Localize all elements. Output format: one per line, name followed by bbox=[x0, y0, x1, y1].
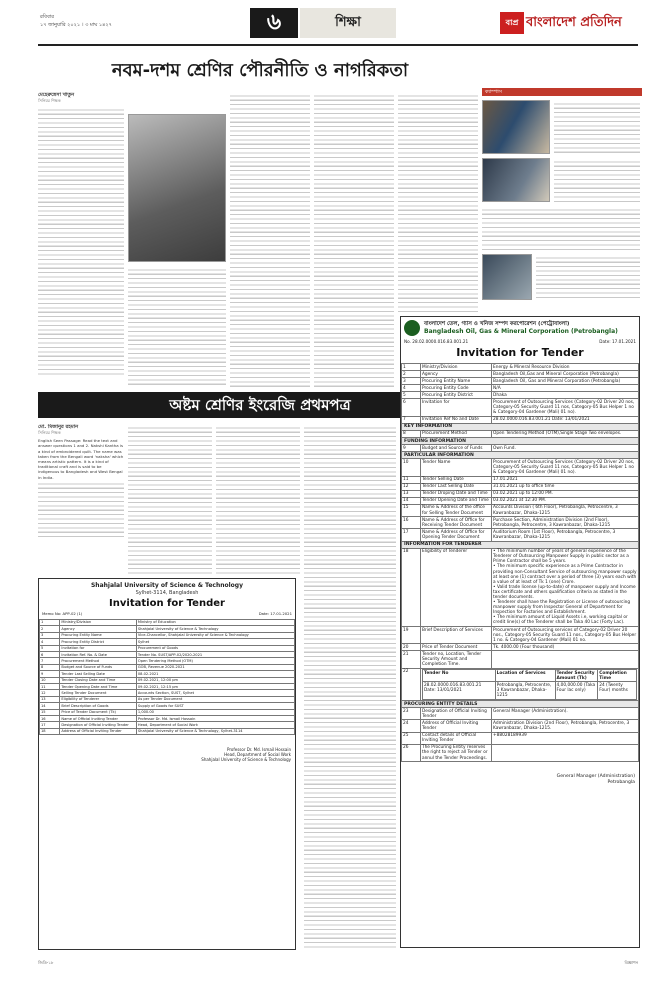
english-author: মো. মিজানুর রহমান bbox=[38, 424, 79, 430]
sust-table-row-cell-1: Price of Tender Document (Tk) bbox=[60, 709, 137, 715]
sust-university-name: Shahjalal University of Science & Technology bbox=[90, 582, 243, 589]
petrobangla-ref-row bbox=[401, 339, 639, 344]
petro-eligibility-item: • Tenderer shall have the Registration or License of outsourcing manpower supply from Inspector General of Department for Inspection for Factories and Establishment. bbox=[493, 600, 631, 616]
sust-table-row-cell-1: Invitation for bbox=[60, 645, 137, 651]
article-author: মেহেরুন্নেসা খাতুন bbox=[38, 92, 75, 98]
petro-table-row-cell-2: Open Tendering Method (OTM),Single Stage Two envelopes. bbox=[492, 430, 639, 437]
sust-table-row-cell-2: Procurement of Goods bbox=[136, 645, 294, 651]
day-label: রবিবার bbox=[40, 14, 54, 20]
petro-table-row bbox=[402, 392, 639, 399]
petro-eligibility-label: Eligibility of Tenderer bbox=[420, 548, 491, 626]
petro-particular-bar bbox=[402, 452, 639, 459]
petro-table-row-cell-2: 03.02.2021 up to 12:00 PM. bbox=[492, 490, 639, 497]
sust-table-row-cell-1: Budget and Source of Funds bbox=[60, 664, 137, 670]
petro-table-row-cell-0: 7 bbox=[402, 416, 421, 423]
petro-funding-bar bbox=[402, 438, 639, 445]
petro-table-row-cell-1: Procuring Entity Code bbox=[420, 385, 491, 392]
header-rule bbox=[38, 44, 638, 46]
petrobangla-tender-table bbox=[401, 363, 639, 762]
petro-table-row bbox=[402, 708, 639, 720]
petro-completion-table bbox=[422, 669, 637, 699]
petro-completion-value-row bbox=[422, 682, 636, 699]
sust-table-row-cell-0: 8 bbox=[40, 664, 60, 670]
petro-completion-header: Tender Security Amount (Tk) bbox=[555, 670, 598, 682]
sust-address: Sylhet-3114, Bangladesh bbox=[135, 589, 199, 596]
petro-eligibility-item: • The minimum specific experience as a Prime Contractor in providing non-Consultant Service of outsourcing manpower supply at least one (1) contract over a period of three (3) years each with a value of at least of Tk 1 (one) Crore. bbox=[493, 564, 637, 585]
campus-caption-3 bbox=[536, 254, 640, 300]
sust-signer-name: Professor Dr. Md. Ismail Hossain bbox=[226, 747, 291, 753]
petro-table-row-cell-2 bbox=[492, 651, 639, 668]
petro-table-row-cell-1: Tender Name bbox=[420, 459, 491, 476]
sust-table-row-cell-2: 09.02.2021, 12:00 pm bbox=[136, 677, 294, 683]
campus-photo-3 bbox=[482, 254, 532, 300]
sust-table-row-cell-0: 14 bbox=[40, 703, 60, 709]
petro-procuring-bar bbox=[402, 701, 639, 708]
english-column-3 bbox=[216, 424, 300, 574]
article-column-4 bbox=[314, 92, 394, 388]
english-column-2 bbox=[128, 424, 212, 574]
page-footer bbox=[38, 960, 638, 965]
petro-table-row-cell-0: 1 bbox=[402, 364, 421, 371]
petro-table-row-cell-1: Contact details of Official Inviting Tender bbox=[420, 732, 491, 744]
sust-tender-table bbox=[39, 619, 295, 735]
petro-eligibility-item: • The minimum number of years of general experience of the Tenderer of Outsourcing Manpower Supply in public sector as a Prime Contractor shall be 5 years. bbox=[493, 549, 629, 565]
petro-table-row bbox=[402, 497, 639, 504]
sust-table-row-cell-0: 17 bbox=[40, 722, 60, 728]
petro-table-row-cell-2: Own Fund. bbox=[492, 445, 639, 452]
english-body-text bbox=[38, 480, 124, 540]
petro-table-row bbox=[402, 744, 639, 761]
petro-table-row bbox=[402, 430, 639, 437]
petro-particular-bar-label: PARTICULAR INFORMATION bbox=[402, 452, 639, 459]
petro-table-row bbox=[402, 378, 639, 385]
sust-signer-org: Shahjalal University of Science & Technology bbox=[201, 757, 291, 763]
sust-table-row-cell-0: 3 bbox=[40, 632, 60, 638]
petro-completion-header-row bbox=[422, 670, 636, 682]
date-label: ১৭ জানুয়ারি ২০২১ । ৩ মাঘ ১৪২৭ bbox=[40, 22, 112, 29]
petro-table-row-cell-0: 16 bbox=[402, 517, 421, 529]
petro-completion-header: Completion Time bbox=[598, 670, 637, 682]
petro-table-row bbox=[402, 371, 639, 378]
sust-table-row-cell-1: Ministry/Division bbox=[60, 619, 137, 625]
petrobangla-signer-role: General Manager (Administration) bbox=[556, 774, 635, 780]
petro-completion-value: Petrobangla, Petrocentre, 3 Kawranbazar, Dhaka-1215 bbox=[495, 682, 555, 699]
sust-table-row-cell-0: 10 bbox=[40, 677, 60, 683]
petrobangla-signature bbox=[401, 762, 639, 787]
english-intro: English Seen Passage: Read the text and answer questions 1 and 2. Nakshi Kantha is a kind of embroidered quilt. The name was taken from the Bengali word 'naksha' which means artistic pattern. It is a kind of traditional craft and is said to be indigenous to Bangladesh and West Bengal in India. bbox=[38, 438, 124, 480]
campus-news-text bbox=[482, 206, 640, 250]
petro-table-row-cell-1: The Procuring Entity reserves the right to reject all Tender or annul the Tender Proceedings. bbox=[420, 744, 491, 761]
footer-right: বিজ্ঞাপন bbox=[624, 960, 638, 965]
petro-table-row bbox=[402, 644, 639, 651]
sust-table-row-cell-2: 09.02.2021, 12:15 pm bbox=[136, 684, 294, 690]
sust-table-row-cell-2: Head, Department of Social Work bbox=[136, 722, 294, 728]
petro-table-row-cell-1: Price of Tender Document bbox=[420, 644, 491, 651]
sust-table-row-cell-2: Shahjalal University of Science & Technology bbox=[136, 626, 294, 632]
petro-table-row-cell-2: Procurement of Outsourcing Services (Category-02 Driver 20 nos, Category-05 Security Guard 11 nos, Category-05 Bus Helper 1 no & Category-04 Gardener (Mali) 01 no). bbox=[492, 399, 639, 416]
petro-table-row-cell-1: Ministry/Division bbox=[420, 364, 491, 371]
petro-table-row bbox=[402, 720, 639, 732]
petro-table-row-cell-1: Tender Selling Date bbox=[420, 476, 491, 483]
petro-table-row bbox=[402, 504, 639, 516]
sust-table-row-cell-1: Designation of Official Inviting Tender bbox=[60, 722, 137, 728]
english-article-headline: অষ্টম শ্রেণির ইংরেজি প্রথমপত্র bbox=[38, 392, 482, 418]
petro-table-row-cell-2: 31.01.2021 up to office time bbox=[492, 483, 639, 490]
sust-table-row bbox=[40, 728, 295, 734]
petro-table-row-cell-0: 3 bbox=[402, 378, 421, 385]
sust-table-row-cell-2: GOB, Revenue 2020-2021 bbox=[136, 664, 294, 670]
petro-table-row-cell-1: Tender Last Selling Date bbox=[420, 483, 491, 490]
petro-table-row bbox=[402, 490, 639, 497]
article-column-3 bbox=[230, 92, 310, 388]
petro-table-row bbox=[402, 483, 639, 490]
sust-table-row-cell-1: Tender Opening Date and Time bbox=[60, 684, 137, 690]
petro-table-row-cell-0: 19 bbox=[402, 627, 421, 644]
petro-table-row-cell-1: Name & Address of Office for Opening Tender Document bbox=[420, 529, 491, 541]
petro-table-row-cell-0: 15 bbox=[402, 504, 421, 516]
petro-table-row bbox=[402, 364, 639, 371]
sust-table-row-cell-1: Tender Last Selling Date bbox=[60, 671, 137, 677]
sust-table-row-cell-2: Professor Dr. Md. Ismail Hossain bbox=[136, 716, 294, 722]
petro-table-row-cell-0: 24 bbox=[402, 720, 421, 732]
article-column-2 bbox=[128, 266, 226, 388]
sust-memo-row bbox=[39, 612, 295, 619]
petro-table-row-cell-2: Bangladesh Oil,Gas and Mineral Corporation (Petrobangla) bbox=[492, 371, 639, 378]
petro-table-row-cell-1: Invitation Ref No and Date bbox=[420, 416, 491, 423]
petro-table-row-cell-2: Administration Division (2nd Floor), Petrobangla, Petrocentre, 3 Kawranbazar, Dhaka-1215. bbox=[492, 720, 639, 732]
petro-table-row-cell-2: Purchase Section, Administration Division (2nd Floor), Petrobangla, Petrocentre, 3 Kawranbazar, Dhaka-1215 bbox=[492, 517, 639, 529]
petro-table-row bbox=[402, 459, 639, 476]
sust-tender-title: Invitation for Tender bbox=[109, 597, 225, 609]
petrobangla-header bbox=[401, 317, 639, 339]
sust-table-row-cell-0: 5 bbox=[40, 645, 60, 651]
sust-table-row-cell-0: 11 bbox=[40, 684, 60, 690]
petro-table-row-cell-0: 11 bbox=[402, 476, 421, 483]
petrobangla-ref-date: Date: 17.01.2021 bbox=[599, 339, 636, 344]
petro-table-row bbox=[402, 445, 639, 452]
sust-table-row-cell-1: Name of Official Inviting Tender bbox=[60, 716, 137, 722]
petro-eligibility-item: • The minimum amount of Liquid Assets i.e, working capital or credit line(s) of the Tenderer shall be Taka 40 Lac (Forty Lac). bbox=[493, 615, 628, 626]
petro-table-row bbox=[402, 416, 639, 423]
petro-eligibility-points bbox=[492, 548, 639, 626]
petrobangla-name-bn: বাংলাদেশ তেল, গ্যাস ও খনিজ সম্পদ করপোরেশন (পেট্রোবাংলা) bbox=[424, 320, 570, 327]
petro-table-row bbox=[402, 399, 639, 416]
sust-table-row-cell-2: Tender No. SUST/APP-02/2020-2021 bbox=[136, 652, 294, 658]
sust-table-row-cell-1: Procuring Entity Name bbox=[60, 632, 137, 638]
sust-table-row-cell-0: 16 bbox=[40, 716, 60, 722]
petro-key-info-bar-label: KEY INFORMATION bbox=[402, 423, 639, 430]
petro-tenderer-bar bbox=[402, 541, 639, 548]
sust-table-row-cell-1: Brief Description of Goods bbox=[60, 703, 137, 709]
sust-table-row-cell-2: Ministry of Education bbox=[136, 619, 294, 625]
article-column-1 bbox=[38, 92, 124, 388]
sust-table-row-cell-0: 6 bbox=[40, 652, 60, 658]
petro-table-row-cell-0: 23 bbox=[402, 708, 421, 720]
petrobangla-tender-notice bbox=[400, 316, 640, 948]
petrobangla-tender-title: Invitation for Tender bbox=[456, 346, 584, 360]
sust-signer-role: Head, Department of Social Work bbox=[224, 752, 291, 758]
petro-table-row-cell-0: 25 bbox=[402, 732, 421, 744]
petro-table-row-cell-1: Agency bbox=[420, 371, 491, 378]
sust-table-row-cell-2: Supply of Goods for SUST bbox=[136, 703, 294, 709]
sust-table-row-cell-1: Procuring Entity District bbox=[60, 639, 137, 645]
petro-table-row-cell-2: 03.02.2021 at 12:30 PM. bbox=[492, 497, 639, 504]
petrobangla-name-en: Bangladesh Oil, Gas & Mineral Corporation (Petrobangla) bbox=[424, 327, 618, 335]
classroom-photo bbox=[128, 114, 226, 262]
petro-completion-num: 22 bbox=[402, 668, 421, 700]
sust-table-row-cell-2: Vice-Chancellor, Shahjalal University of Science & Technology bbox=[136, 632, 294, 638]
petro-table-row-cell-1: Brief Description of Services bbox=[420, 627, 491, 644]
english-column-1 bbox=[38, 424, 124, 574]
petro-completion-row bbox=[402, 668, 639, 700]
campus-photo-1 bbox=[482, 100, 550, 154]
petro-table-row bbox=[402, 627, 639, 644]
article-body-text bbox=[38, 106, 124, 376]
petro-table-row-cell-0: 6 bbox=[402, 399, 421, 416]
sust-table-row-cell-2: 08.02.2021 bbox=[136, 671, 294, 677]
petro-table-row bbox=[402, 385, 639, 392]
petro-procuring-bar-label: PROCURING ENTITY DETAILS bbox=[402, 701, 639, 708]
article-author-role: সিনিয়র শিক্ষক bbox=[38, 98, 61, 103]
petro-table-row-cell-2: Accounts Division ( 6th Floor), Petrobangla, Petrocentre, 3 Kawranbazar, Dhaka-1215 bbox=[492, 504, 639, 516]
campus-caption-2 bbox=[554, 158, 640, 202]
petrobangla-signer-org: Petrobangla bbox=[607, 779, 635, 785]
petro-table-row-cell-2: General Manager (Administration). bbox=[492, 708, 639, 720]
petro-completion-cell bbox=[420, 668, 638, 700]
petro-completion-value: 4,00,000.00 (Taka Four lac only) bbox=[555, 682, 598, 699]
petro-table-row-cell-0: 13 bbox=[402, 490, 421, 497]
sust-table-row-cell-1: Agency bbox=[60, 626, 137, 632]
sust-table-row-cell-0: 7 bbox=[40, 658, 60, 664]
section-title: শিক্ষা bbox=[300, 8, 396, 38]
petrobangla-logo bbox=[404, 320, 420, 336]
petro-table-row-cell-0: 20 bbox=[402, 644, 421, 651]
petro-table-row-cell-2 bbox=[492, 744, 639, 761]
brand-name: বাংলাদেশ প্রতিদিন bbox=[526, 15, 622, 30]
petro-table-row-cell-1: Procuring Entity Name bbox=[420, 378, 491, 385]
page-header bbox=[0, 0, 650, 44]
date-block bbox=[40, 14, 170, 31]
petro-table-row bbox=[402, 651, 639, 668]
petro-table-row-cell-2: Tk. 4000.00 (Four thousand) bbox=[492, 644, 639, 651]
petro-table-row-cell-1: Procurement Method bbox=[420, 430, 491, 437]
petro-table-row-cell-0: 4 bbox=[402, 385, 421, 392]
petro-table-row-cell-2: 28.02.0000.016.83.001.21 Date: 13/01/2021 bbox=[492, 416, 639, 423]
sust-table-row-cell-0: 2 bbox=[40, 626, 60, 632]
sust-table-row-cell-2: Sylhet bbox=[136, 639, 294, 645]
sust-signature bbox=[39, 735, 295, 764]
petro-table-row-cell-2: Procurement of Outsourcing Services (Category-02 Driver 20 nos, Category-05 Security Guard 11 nos, Category-05 Bus Helper 1 no & Category-04 Gardener (Mali) 01 no). bbox=[492, 459, 639, 476]
petro-table-row-cell-1: Name & Address of Office for Receiving Tender Document bbox=[420, 517, 491, 529]
campus-photo-2 bbox=[482, 158, 550, 202]
petro-completion-header: Location of Services bbox=[495, 670, 555, 682]
sust-table-row-cell-1: Selling Tender Document bbox=[60, 690, 137, 696]
petro-tenderer-bar-label: INFORMATION FOR TENDERER bbox=[402, 541, 639, 548]
petro-table-row-cell-0: 5 bbox=[402, 392, 421, 399]
sust-table-row-cell-1: Eligibility of Tenderer bbox=[60, 696, 137, 702]
sust-table-row-cell-2: Open Tendering Method (OTM) bbox=[136, 658, 294, 664]
brand-logo: বাপ্র bbox=[500, 12, 524, 34]
petro-eligibility-row bbox=[402, 548, 639, 626]
petro-table-row-cell-2: +88028189939 bbox=[492, 732, 639, 744]
sust-table-row-cell-1: Address of Official Inviting Tender bbox=[60, 728, 137, 734]
petro-table-row-cell-2: Dhaka bbox=[492, 392, 639, 399]
petro-table-row-cell-0: 10 bbox=[402, 459, 421, 476]
sust-table-row-cell-0: 15 bbox=[40, 709, 60, 715]
sust-table-row-cell-2: Accounts Section, SUST, Sylhet bbox=[136, 690, 294, 696]
sust-table-row-cell-1: Procurement Method bbox=[60, 658, 137, 664]
article-headline: নবম-দশম শ্রেণির পৌরনীতি ও নাগরিকতা bbox=[111, 60, 409, 81]
petro-table-row-cell-0: 12 bbox=[402, 483, 421, 490]
english-column-4 bbox=[304, 424, 396, 948]
petro-key-info-bar bbox=[402, 423, 639, 430]
sust-table-row-cell-1: Tender Closing Date and Time bbox=[60, 677, 137, 683]
sust-date: Date: 17.01.2021 bbox=[258, 611, 292, 617]
sust-table-row-cell-0: 1 bbox=[40, 619, 60, 625]
petro-table-row-cell-0: 26 bbox=[402, 744, 421, 761]
sust-tender-notice bbox=[38, 578, 296, 950]
sust-table-row-cell-2: Shahjalal University of Science & Technology, Sylhet-3114 bbox=[136, 728, 294, 734]
petro-eligibility-num: 18 bbox=[402, 548, 421, 626]
sust-table-row-cell-0: 13 bbox=[40, 696, 60, 702]
petro-table-row-cell-2: 17.01.2021 bbox=[492, 476, 639, 483]
petro-table-row-cell-1: Designation of Official Inviting Tender bbox=[420, 708, 491, 720]
petro-funding-bar-label: FUNDING INFORMATION bbox=[402, 438, 639, 445]
sust-table-row-cell-0: 9 bbox=[40, 671, 60, 677]
campus-caption-1 bbox=[554, 100, 640, 154]
petro-table-row-cell-1: Invitation for bbox=[420, 399, 491, 416]
newspaper-brand bbox=[500, 8, 635, 38]
petro-completion-header: Tender No bbox=[422, 670, 495, 682]
sust-table-row-cell-2: 1,000.00 bbox=[136, 709, 294, 715]
petro-table-row-cell-0: 2 bbox=[402, 371, 421, 378]
sust-memo: Memo No: APP-02 (1) bbox=[42, 611, 83, 617]
petro-table-row-cell-2: Auditorium Room (1st Floor), Petrobangla, Petrocentre, 3 Kawranbazar, Dhaka-1215 bbox=[492, 529, 639, 541]
petro-eligibility-item: • Valid trade license (up-to-date) of manpower supply and Income tax certificate and others qualification criteria as stated in the tender documents. bbox=[493, 584, 636, 600]
petro-table-row-cell-1: Tender Opening Date and Time bbox=[420, 497, 491, 504]
petro-table-row bbox=[402, 732, 639, 744]
sust-table-row-cell-2: As per Tender Document bbox=[136, 696, 294, 702]
sust-table-row-cell-1: Invitation Ref. No. & Date bbox=[60, 652, 137, 658]
petro-table-row-cell-0: 21 bbox=[402, 651, 421, 668]
petro-table-row bbox=[402, 476, 639, 483]
petro-table-row-cell-0: 9 bbox=[402, 445, 421, 452]
petro-table-row-cell-2: Bangladesh Oil, Gas and Mineral Corporation (Petrobangla) bbox=[492, 378, 639, 385]
page-number: ৬ bbox=[250, 8, 298, 38]
petro-table-row-cell-1: Name & Address of the office for Selling Tender Document bbox=[420, 504, 491, 516]
sust-table-row-cell-0: 4 bbox=[40, 639, 60, 645]
petro-table-row bbox=[402, 517, 639, 529]
petro-table-row bbox=[402, 529, 639, 541]
petro-table-row-cell-2: Energy & Mineral Resource Division bbox=[492, 364, 639, 371]
sust-table-row-cell-0: 12 bbox=[40, 690, 60, 696]
petro-completion-value: 28.02.0000.016.83.001.21 Date: 13/01/2021 bbox=[422, 682, 495, 699]
petro-table-row-cell-2: Procurement of Outsourcing services of Category-02 Driver 20 nos., Category-05 Security Guard 11 nos., Category-05 Bus Helper 1 no. & Category-04 Gardener (Mali) 01 no. bbox=[492, 627, 639, 644]
petro-table-row-cell-1: Tender no, Location, Tender Security Amount and Completion Time. bbox=[420, 651, 491, 668]
petro-table-row-cell-1: Budget and Source of Funds bbox=[420, 445, 491, 452]
petro-table-row-cell-1: Address of Official Inviting Tender bbox=[420, 720, 491, 732]
petro-table-row-cell-0: 17 bbox=[402, 529, 421, 541]
campus-section-label: ক্যাম্পাস bbox=[482, 88, 642, 96]
petro-table-row-cell-1: Tender Droping Date and Time bbox=[420, 490, 491, 497]
petro-table-row-cell-1: Procuring Entity District bbox=[420, 392, 491, 399]
petro-table-row-cell-0: 8 bbox=[402, 430, 421, 437]
article-column-5 bbox=[398, 92, 478, 314]
petro-completion-value: 24 (Twenty Four) months bbox=[598, 682, 637, 699]
petro-table-row-cell-2: N/A bbox=[492, 385, 639, 392]
footer-left: জিডি-১৮ bbox=[38, 960, 54, 965]
sust-table-row-cell-0: 18 bbox=[40, 728, 60, 734]
petro-table-row-cell-0: 14 bbox=[402, 497, 421, 504]
petrobangla-ref-no: No. 28.02.0000.016.83.001.21 bbox=[404, 339, 469, 344]
english-author-role: সিনিয়র শিক্ষক bbox=[38, 430, 61, 435]
